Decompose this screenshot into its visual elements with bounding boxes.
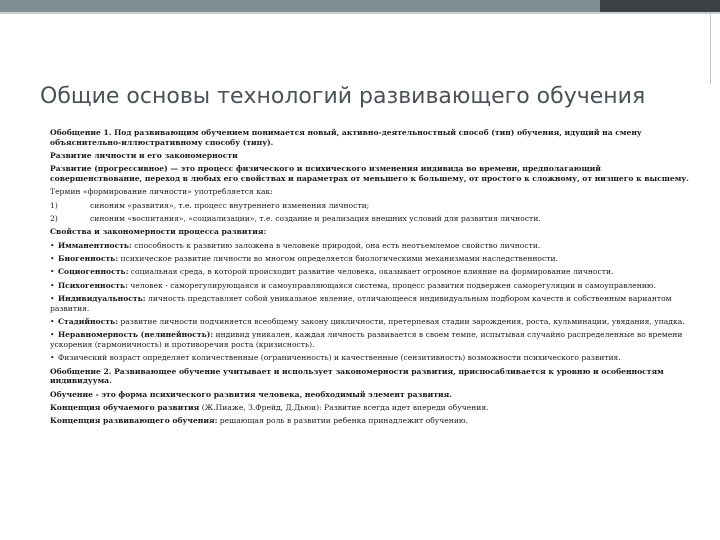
bullet: • (50, 267, 55, 277)
list-item-number: 1) (50, 200, 58, 210)
list-item-text: синоним «развития», т.е. процесс внутреннего изменения личности; (90, 200, 370, 210)
bullet: • (50, 280, 55, 290)
property-text: социальная среда, в которой происходит развитие человека, оказывает огромное влияние на формирование личности. (128, 267, 614, 277)
learning-definition (50, 390, 690, 400)
header-bar-accent (600, 0, 720, 12)
concept-developing-learning (50, 416, 690, 426)
concept-trained-development (50, 403, 690, 413)
properties-heading-text: Свойства и закономерности процесса развития: (50, 227, 267, 237)
property-text: психическое развитие личности во многом определяется биологическими механизмами наследственности. (118, 253, 558, 263)
property-item (50, 353, 690, 363)
bullet: • (50, 316, 55, 326)
property-item (50, 241, 690, 251)
term-intro: Термин «формирование личности» употребляется как: (50, 187, 273, 197)
list-item-number: 2) (50, 214, 58, 223)
concept-text: решающая роль в развитии ребенка принадлежит обучению. (217, 416, 468, 426)
property-text: развитие личности подчиняется всеобщему закону цикличности, претерпевая стадии зарождения, роста, кульминации, увядания, упадка. (117, 316, 685, 326)
generalization-1-text: Обобщение 1. Под развивающим обучением понимается новый, активно-деятельностный способ (тип) обучения, идущий на смену объяснительно-иллюстративному способу (типу). (50, 128, 642, 147)
property-item (50, 267, 690, 277)
property-item (50, 254, 690, 264)
slide-title: Общие основы технологий развивающего обучения (40, 84, 646, 109)
list-item (50, 201, 690, 211)
header-bar (0, 0, 600, 12)
property-text: Физический возраст определяет количественные (ограниченность) и качественные (сензитивность) возможности психического развития. (58, 353, 621, 363)
property-term: Стадийность: (58, 316, 118, 326)
concept-lead: Концепция развивающего обучения: (50, 416, 218, 426)
property-text: индивид уникален, каждая личность развивается в своем темпе, испытывая случайно распределенные во времени ускорения (гармоничность) и противоречия роста (кризисность). (50, 330, 683, 349)
property-text: способность к развитию заложена в человеке природой, она есть неотъемлемое свойство личности. (131, 240, 541, 250)
definition-text: Развитие (прогрессивное) — это процесс физического и психического изменения индивида во времени, предполагающий совершенствование, переход в любых его свойствах и параметрах от меньшего к большему, от простого к сложному, от низшего к высшему. (50, 164, 689, 184)
generalization-1 (50, 128, 690, 147)
property-term: Неравномерность (нелинейность): (58, 330, 214, 340)
list-item (50, 214, 690, 224)
slide-body (50, 128, 690, 430)
properties-heading (50, 227, 690, 237)
property-text: человек - саморегулирующаяся и самоуправляющаяся система, процесс развития подвержен саморегуляции и самоуправлению. (127, 280, 656, 290)
property-term: Имманентность: (58, 240, 132, 250)
property-term: Социогенность: (58, 267, 129, 277)
property-term: Биогенность: (58, 253, 119, 263)
learning-definition-text: Обучение - это форма психического развития человека, необходимый элемент развития. (50, 389, 452, 399)
property-term: Индивидуальность: (58, 293, 146, 303)
section-heading-development (50, 151, 690, 161)
concept-text: (Ж.Пиаже, З.Фрейд, Д.Дьюи): Развитие всегда идет впереди обучения. (199, 402, 489, 412)
generalization-2-text: Обобщение 2. Развивающее обучение учитывает и использует закономерности развития, приспосабливается к уровню и особенностям индивидуума. (50, 366, 664, 386)
bullet: • (50, 253, 55, 263)
property-term: Психогенность: (58, 280, 128, 290)
bullet: • (50, 330, 55, 340)
list-item-text: синоним «воспитания», «социализации», т.е. создание и реализация внешних условий для развития личности. (90, 214, 541, 223)
property-item (50, 281, 690, 291)
header-stripe (0, 12, 720, 14)
bullet: • (50, 293, 55, 303)
bullet: • (50, 240, 55, 250)
property-item (50, 294, 690, 313)
section-heading-text: Развитие личности и его закономерности (50, 151, 238, 161)
property-item (50, 330, 690, 349)
property-item (50, 317, 690, 327)
concept-lead: Концепция обучаемого развития (50, 402, 200, 412)
side-rule (710, 14, 711, 84)
generalization-2 (50, 367, 690, 386)
definition-development (50, 164, 690, 183)
bullet: • (50, 353, 55, 363)
property-text: личность представляет собой уникальное явление, отличающееся индивидуальным подбором качеств и собственным вариантом развития. (50, 293, 672, 313)
